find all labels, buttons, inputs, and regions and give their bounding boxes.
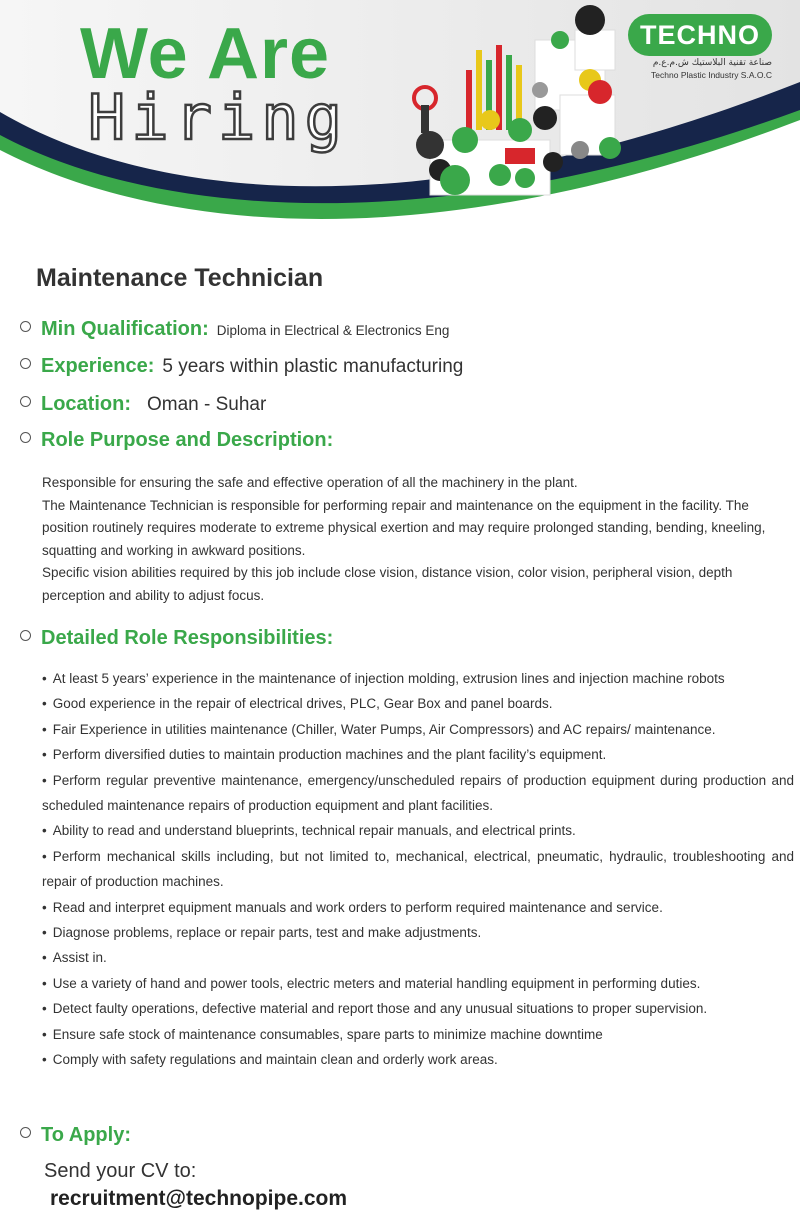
list-item: • Assist in.: [42, 945, 794, 970]
circle-bullet-icon: [20, 358, 31, 369]
headline-we-are: We Are: [80, 14, 331, 94]
circle-bullet-icon: [20, 321, 31, 332]
list-item: • At least 5 years’ experience in the maintenance of injection molding, extrusion lines and injection machine robots: [42, 666, 794, 691]
list-item: • Use a variety of hand and power tools, electric meters and material handling equipment in performing duties.: [42, 971, 794, 996]
list-item: • Read and interpret equipment manuals and work orders to perform required maintenance and service.: [42, 895, 794, 920]
experience-label: Experience:: [41, 355, 155, 377]
list-item: • Ensure safe stock of maintenance consumables, spare parts to minimize machine downtime: [42, 1022, 794, 1047]
headline-hiring: Hiring: [88, 81, 348, 154]
list-item: • Perform regular preventive maintenance, emergency/unscheduled repairs of production equipment during production and scheduled maintenance repairs of production equipment and plant facilities.: [42, 768, 794, 819]
responsibilities-heading-row: [20, 627, 333, 650]
role-description-line: Specific vision abilities required by this job include close vision, distance vision, color vision, peripheral vision, depth perception and ability to adjust focus.: [42, 565, 733, 603]
qualification-label: Min Qualification:: [41, 318, 209, 340]
list-item: • Diagnose problems, replace or repair parts, test and make adjustments.: [42, 920, 794, 945]
role-description-line: The Maintenance Technician is responsible for performing repair and maintenance on the equipment in the facility. The position routinely requires moderate to extreme physical exertion and may require prolonged standing, bending, kneeling, squatting and working in awkward positions.: [42, 497, 766, 558]
logo-english-text: Techno Plastic Industry S.A.O.C: [651, 70, 772, 80]
list-item: • Perform diversified duties to maintain production machines and the plant facility’s equipment.: [42, 742, 794, 767]
list-item: • Good experience in the repair of electrical drives, PLC, Gear Box and panel boards.: [42, 691, 794, 716]
send-cv-text: Send your CV to:: [44, 1160, 197, 1182]
role-heading-row: [20, 429, 333, 452]
list-item: • Ability to read and understand blueprints, technical repair manuals, and electrical prints.: [42, 818, 794, 843]
location-value: Oman - Suhar: [147, 394, 267, 415]
list-item: • Perform mechanical skills including, but not limited to, mechanical, electrical, pneumatic, hydraulic, troubleshooting and repair of production machines.: [42, 844, 794, 895]
logo-arabic-text: صناعة تقنية البلاستيك ش.م.ع.م: [652, 58, 772, 68]
list-item: • Comply with safety regulations and maintain clean and orderly work areas.: [42, 1047, 794, 1072]
circle-bullet-icon: [20, 396, 31, 407]
circle-bullet-icon: [20, 432, 31, 443]
qualification-value: Diploma in Electrical & Electronics Eng: [216, 323, 450, 338]
techno-logo: TECHNO: [628, 14, 772, 56]
role-purpose-heading: Role Purpose and Description:: [41, 429, 334, 451]
list-item: • Detect faulty operations, defective material and report those and any unusual situations to proper supervision.: [42, 996, 794, 1021]
experience-value: 5 years within plastic manufacturing: [162, 356, 464, 377]
responsibilities-heading: Detailed Role Responsibilities:: [41, 627, 334, 649]
apply-heading-row: [20, 1124, 131, 1147]
apply-heading: To Apply:: [41, 1124, 131, 1146]
experience-row: [20, 355, 463, 378]
list-item: • Fair Experience in utilities maintenance (Chiller, Water Pumps, Air Compressors) and AC repairs/ maintenance.: [42, 717, 794, 742]
qualification-row: [20, 318, 449, 341]
responsibilities-list: [42, 666, 794, 1073]
location-label: Location:: [41, 393, 131, 415]
role-description: [42, 472, 772, 607]
recruitment-email-link[interactable]: recruitment@technopipe.com: [50, 1187, 348, 1210]
job-title: Maintenance Technician: [36, 264, 324, 292]
role-description-line: Responsible for ensuring the safe and effective operation of all the machinery in the plant.: [42, 475, 578, 490]
location-row: [20, 393, 266, 416]
header-banner: [0, 0, 800, 262]
circle-bullet-icon: [20, 1127, 31, 1138]
circle-bullet-icon: [20, 630, 31, 641]
